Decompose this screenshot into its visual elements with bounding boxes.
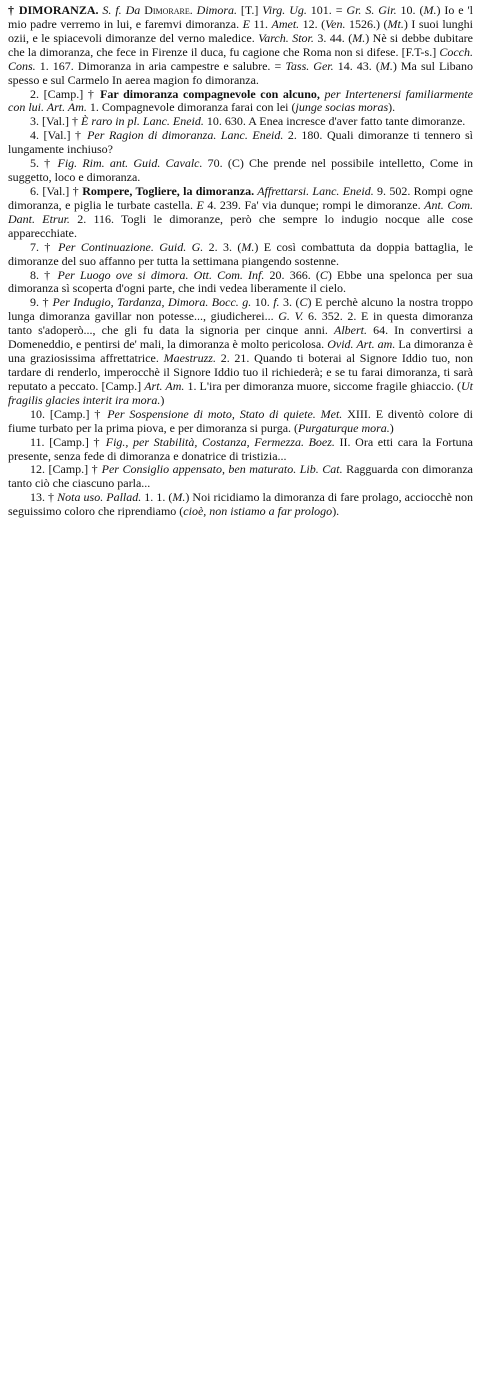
text-segment: ) I suoi lunghi ozii, e le spiacevoli dimoranze del verno maledice. <box>8 16 473 45</box>
text-segment: 2. 21. Quando ti boterai al Signore Iddio tuo, non tardare di renderlo, imperocchè il Signore Iddio tuo il richiederà; e se tu farai dimoranza, ti sarà reputato a peccato. [Camp.] <box>8 351 473 393</box>
text-segment: ) Noi ricidiamo la dimoranza di fare prolago, acciocchè non seguissimo coloro che riprendiamo ( <box>8 490 474 519</box>
text-segment: ). <box>388 100 396 115</box>
text-segment: C <box>319 267 328 282</box>
text-segment: 1. 1. ( <box>141 490 173 505</box>
text-segment: Tass. Ger. <box>285 58 334 73</box>
text-segment: 2. 3. ( <box>203 239 242 254</box>
text-segment: f. <box>273 295 280 310</box>
text-segment: DIMORANZA. <box>18 3 99 17</box>
text-segment: 2. 180. Quali dimoranze ti tennero sì lungamente inchiuso? <box>8 128 473 157</box>
text-segment: 11. <box>249 16 272 31</box>
text-segment: 9. 502. Rompi ogne dimoranza, e piglia le turbate castella. <box>8 183 473 212</box>
text-segment: per Intertenersi familiarmente con lui. Art. Am. <box>8 86 474 115</box>
text-segment: 8. † <box>30 267 58 282</box>
text-segment: Per Consiglio appensato, ben maturato. Lib. Cat. <box>101 462 343 477</box>
text-segment: 3. ( <box>279 295 300 310</box>
text-segment: Art. Am. <box>144 378 185 393</box>
text-segment: 13. † <box>30 490 58 505</box>
text-segment: Ragguarda con dimoranza tanto ciò che ciascuno parla... <box>8 462 473 491</box>
text-segment: M. <box>241 239 255 254</box>
text-segment: Far dimoranza compagnevole con alcuno, <box>100 86 320 101</box>
text-segment: La dimoranza è una graziosissima affrettatrice. <box>8 337 474 366</box>
text-segment: M. <box>423 3 437 17</box>
text-segment: 10. <box>251 295 274 310</box>
text-segment: ) Nè si debbe dubitare che la dimoranza, che fece in Firenze il duca, fu cagione che Roma non si difese. [F.T-s.] <box>8 30 474 59</box>
text-segment: 3. 44. ( <box>313 30 353 45</box>
sense-entry <box>8 157 473 185</box>
text-segment: Dimora. <box>196 3 238 17</box>
text-segment: . <box>189 3 197 17</box>
text-segment: cioè, non istiamo a far prologo <box>183 504 333 519</box>
text-segment: Per Indugio, Tardanza, Dimora. Bocc. g. <box>52 295 252 310</box>
text-segment: E <box>196 197 204 212</box>
text-segment: 2. [Camp.] † <box>30 86 101 101</box>
text-segment: Fig. Rim. ant. Guid. Cavalc. <box>57 156 203 171</box>
text-segment: È raro in pl. Lanc. Eneid. <box>81 114 204 129</box>
text-segment: [T.] <box>237 3 263 17</box>
text-segment: Albert. <box>334 323 368 338</box>
text-segment: ) <box>389 420 394 435</box>
text-segment: 4. [Val.] † <box>30 128 88 143</box>
text-segment: 64. In convertirsi a Domeneddio, e pentirsi de' mali, la dimoranza è molto pericolosa. <box>8 323 473 352</box>
sense-entry <box>8 269 473 297</box>
text-segment: Maestruzz. <box>163 351 216 366</box>
text-segment: 70. (C) Che prende nel possibile intelletto, Come in suggetto, loco e dimoranza. <box>8 156 473 185</box>
text-segment: 2. 116. Togli le dimoranze, però che sempre lo indugio nocque alle cose apparecchiate. <box>8 211 473 240</box>
text-segment: Mt. <box>387 16 404 31</box>
text-segment: ) E perchè alcuno la nostra troppo lunga dimoranza gavillar non potesse..., giudicherei... <box>8 295 473 324</box>
text-segment: Per Ragion di dimoranza. Lanc. Eneid. <box>87 128 284 143</box>
text-segment: 3. [Val.] † <box>30 114 81 129</box>
text-segment: Per Sospensione di moto, Stato di quiete. Met. <box>107 406 343 421</box>
text-segment: Cocch. Cons. <box>8 44 473 73</box>
text-segment: Per Luogo ove si dimora. Ott. Com. Inf. <box>57 267 265 282</box>
sense-entry <box>8 296 473 407</box>
text-segment: 1526.) ( <box>345 16 388 31</box>
sense-entry <box>8 185 473 241</box>
text-segment: ) Ma sul Libano spesso e sul Carmelo In aerea magion fo dimoranza. <box>8 58 473 87</box>
sense-entry <box>8 241 473 269</box>
text-segment: Rompere, Togliere, la dimoranza. <box>82 183 255 198</box>
text-segment: C <box>299 295 308 310</box>
text-segment: 1. Compagnevole dimoranza farai con lei ( <box>86 100 296 115</box>
text-segment: Ant. Com. Dant. Etrur. <box>8 197 473 226</box>
text-segment: 12. ( <box>299 16 326 31</box>
text-segment: S. f. Da <box>98 3 145 17</box>
text-segment: 7. † <box>30 239 59 254</box>
text-segment: M. <box>352 30 366 45</box>
text-segment: 1. L'ira per dimoranza muore, siccome fragile ghiaccio. ( <box>184 378 462 393</box>
text-segment: Varch. Stor. <box>258 30 314 45</box>
text-segment: 14. 43. ( <box>333 58 380 73</box>
text-segment: 11. [Camp.] † <box>30 434 106 449</box>
text-segment: 6. [Val.] † <box>30 183 83 198</box>
text-segment: 20. 366. ( <box>264 267 320 282</box>
text-segment: Purgaturque mora. <box>298 420 390 435</box>
text-segment: II. Ora etti cara la Fortuna presente, senza fede di dimoranza e donatrice di tristizia... <box>8 434 473 463</box>
text-segment: Gr. S. Gir. <box>346 3 397 17</box>
text-segment: † <box>8 3 19 17</box>
text-segment: 12. [Camp.] † <box>30 462 102 477</box>
text-segment: ) <box>160 392 165 407</box>
text-segment: 9. † <box>30 295 53 310</box>
text-segment: ). <box>332 504 340 519</box>
text-segment: Per Continuazione. Guid. G. <box>58 239 204 254</box>
sense-entry <box>8 463 473 491</box>
text-segment: Fig., per Stabilità, Costanza, Fermezza. Boez. <box>105 434 335 449</box>
text-segment: 4. 239. Fa' via dunque; rompi le dimoranze. <box>203 197 425 212</box>
sense-entry <box>8 491 473 519</box>
text-segment: Affrettarsi. Lanc. Eneid. <box>254 183 374 198</box>
text-segment: Nota uso. Pallad. <box>57 490 142 505</box>
text-segment: Ovid. Art. am. <box>327 337 396 352</box>
text-segment: 10. ( <box>396 3 424 17</box>
text-segment: XIII. E diventò colore di fiume turbato per la prima piova, e per dimoranza si purga. ( <box>8 406 474 435</box>
text-segment: Ven. <box>325 16 346 31</box>
text-segment: Ut fragilis glacies interit ira mora. <box>8 378 474 407</box>
text-segment: Virg. Ug. <box>262 3 307 17</box>
text-segment: 10. 630. A Enea incresce d'aver fatto tante dimoranze. <box>203 114 466 129</box>
sense-entry <box>8 408 473 436</box>
text-segment: ) Io e 'l mio padre verremo in lui, e faremvi dimoranza. <box>8 3 474 31</box>
text-segment: Dimorare <box>144 3 190 17</box>
sense-entry <box>8 436 473 464</box>
text-segment: E <box>242 16 250 31</box>
sense-entry <box>8 88 473 116</box>
text-segment: Amet. <box>271 16 300 31</box>
text-segment: ) Ebbe una spelonca per sua dimoranza sì scoperta d'ogni parte, che indi vedea liberamente il cielo. <box>8 267 474 296</box>
text-segment: 6. 352. 2. E in questa dimoranza tanto s'adoperò..., che gli fu data la signoria per cinque anni. <box>8 309 473 338</box>
sense-entry <box>8 129 473 157</box>
text-segment: 101. = <box>306 3 347 17</box>
text-segment: G. V. <box>278 309 304 324</box>
sense-entry <box>8 115 473 129</box>
text-segment: 5. † <box>30 156 58 171</box>
text-segment: M. <box>379 58 393 73</box>
text-segment: 10. [Camp.] † <box>30 406 108 421</box>
text-segment: ) E così combattuta da doppia battaglia, le dimoranze del suo affanno per tutta la settimana piangendo sostenne. <box>8 239 474 268</box>
text-segment: M. <box>172 490 186 505</box>
headword-entry <box>8 4 473 88</box>
text-segment: junge socias moras <box>295 100 389 115</box>
text-segment: 1. 167. Dimoranza in aria campestre e salubre. = <box>35 58 286 73</box>
